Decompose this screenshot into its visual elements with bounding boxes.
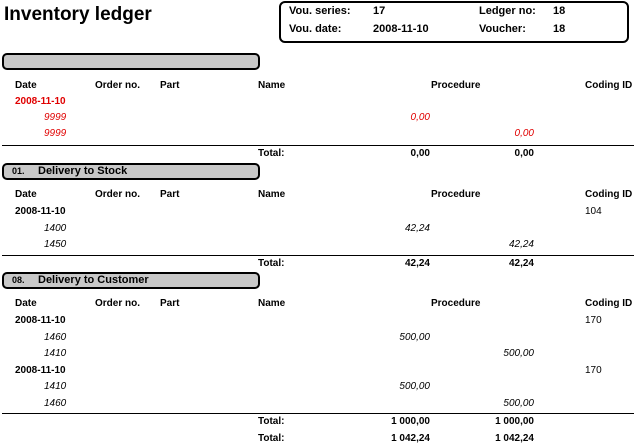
row-date: 2008-11-10 — [15, 315, 66, 326]
ledger-no-value: 18 — [553, 5, 566, 17]
voucher-value: 18 — [553, 23, 566, 35]
col-procedure: Procedure — [431, 80, 481, 91]
col-order-no: Order no. — [95, 80, 141, 91]
total-procedure: 42,24 — [404, 258, 430, 269]
row-date: 2008-11-10 — [15, 96, 66, 107]
col-date: Date — [15, 80, 37, 91]
row-date: 2008-11-10 — [15, 365, 66, 376]
total-procedure: 0,00 — [410, 148, 430, 159]
col-coding-id: Coding ID — [585, 298, 633, 309]
row-amount: 500,00 — [503, 398, 534, 409]
vou-date-label: Vou. date: — [289, 23, 342, 35]
col-name: Name — [258, 298, 286, 309]
col-part: Part — [160, 298, 180, 309]
row-amount: 0,00 — [514, 128, 534, 139]
grand-total-coding: 1 042,24 — [495, 433, 534, 444]
row-id: 1460 — [44, 332, 67, 343]
col-procedure: Procedure — [431, 298, 481, 309]
grand-total-procedure: 1 042,24 — [391, 433, 430, 444]
section-name: Delivery to Customer — [38, 274, 149, 286]
col-order-no: Order no. — [95, 298, 141, 309]
divider — [2, 413, 634, 414]
section-code: 08. — [12, 275, 25, 285]
section-code: 01. — [12, 166, 25, 176]
section-header — [2, 272, 260, 289]
vou-series-label: Vou. series: — [289, 5, 351, 17]
total-procedure: 1 000,00 — [391, 416, 430, 427]
section-header — [2, 53, 260, 70]
col-coding-id: Coding ID — [585, 80, 633, 91]
total-coding: 1 000,00 — [495, 416, 534, 427]
voucher-info-box — [279, 1, 629, 43]
divider — [2, 255, 634, 256]
row-id: 1410 — [44, 381, 67, 392]
divider — [2, 145, 634, 146]
row-amount: 500,00 — [503, 348, 534, 359]
col-date: Date — [15, 298, 37, 309]
row-id: 1450 — [44, 239, 67, 250]
row-amount: 500,00 — [399, 332, 430, 343]
col-name: Name — [258, 80, 286, 91]
col-order-no: Order no. — [95, 189, 141, 200]
row-amount: 0,00 — [410, 112, 430, 123]
col-name: Name — [258, 189, 286, 200]
total-coding: 42,24 — [508, 258, 534, 269]
grand-total-label: Total: — [258, 433, 285, 444]
col-part: Part — [160, 189, 180, 200]
total-label: Total: — [258, 148, 285, 159]
vou-date-value: 2008-11-10 — [373, 23, 429, 35]
row-coding-id: 170 — [585, 365, 602, 376]
col-coding-id: Coding ID — [585, 189, 633, 200]
voucher-label: Voucher: — [479, 23, 526, 35]
col-procedure: Procedure — [431, 189, 481, 200]
total-label: Total: — [258, 258, 285, 269]
row-date: 2008-11-10 — [15, 206, 66, 217]
row-coding-id: 170 — [585, 315, 602, 326]
section-name: Delivery to Stock — [38, 165, 128, 177]
row-amount: 42,24 — [404, 223, 430, 234]
total-label: Total: — [258, 416, 285, 427]
section-header — [2, 163, 260, 180]
row-amount: 42,24 — [508, 239, 534, 250]
row-id: 9999 — [44, 112, 67, 123]
row-amount: 500,00 — [399, 381, 430, 392]
ledger-no-label: Ledger no: — [479, 5, 536, 17]
row-id: 1400 — [44, 223, 67, 234]
col-part: Part — [160, 80, 180, 91]
row-id: 9999 — [44, 128, 67, 139]
col-date: Date — [15, 189, 37, 200]
row-coding-id: 104 — [585, 206, 602, 217]
row-id: 1410 — [44, 348, 67, 359]
page-title: Inventory ledger — [4, 4, 152, 25]
vou-series-value: 17 — [373, 5, 386, 17]
row-id: 1460 — [44, 398, 67, 409]
total-coding: 0,00 — [514, 148, 534, 159]
